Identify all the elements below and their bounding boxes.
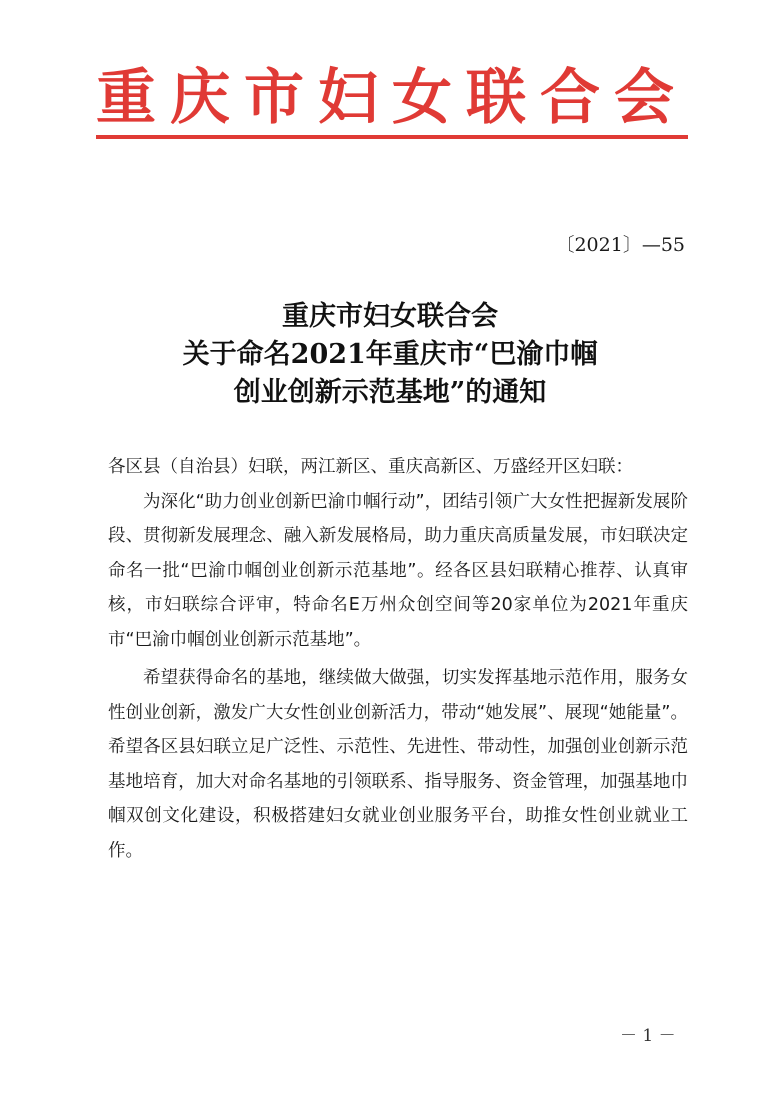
masthead-red-rule xyxy=(96,135,688,139)
title-line-1: 重庆市妇女联合会 xyxy=(282,301,498,332)
masthead-organization: 重庆市妇女联合会 xyxy=(96,63,688,133)
body-paragraph-1: 为深化“助力创业创新巴渝巾帼行动”，团结引领广大女性把握新发展阶段、贯彻新发展理念、融入新发展格局，助力重庆高质量发展，市妇联决定命名一批“巴渝巾帼创业创新示范基地”。经各区县妇联精心推荐、认真审核，市妇联综合评审，特命名E万州众创空间等20家单位为2021年重庆市“巴渝巾帼创业创新示范基地”。 xyxy=(108,491,688,650)
title-line-2: 关于命名2021年重庆市“巴渝巾帼 xyxy=(182,339,598,370)
document-body xyxy=(108,450,688,868)
page-number: － 1 － xyxy=(620,1026,676,1046)
document-number: 〔2021〕—55 xyxy=(555,234,685,256)
title-line-3: 创业创新示范基地”的通知 xyxy=(233,377,547,408)
body-paragraph-2: 希望获得命名的基地，继续做大做强，切实发挥基地示范作用，服务女性创业创新，激发广大女性创业创新活力，带动“她发展”、展现“她能量”。希望各区县妇联立足广泛性、示范性、先进性、带动性，加强创业创新示范基地培育，加大对命名基地的引领联系、指导服务、资金管理，加强基地巾帼双创文化建设，积极搭建妇女就业创业服务平台，助推女性创业就业工作。 xyxy=(108,668,688,861)
document-title xyxy=(90,298,690,412)
salutation: 各区县（自治县）妇联，两江新区、重庆高新区、万盛经开区妇联： xyxy=(108,457,633,477)
